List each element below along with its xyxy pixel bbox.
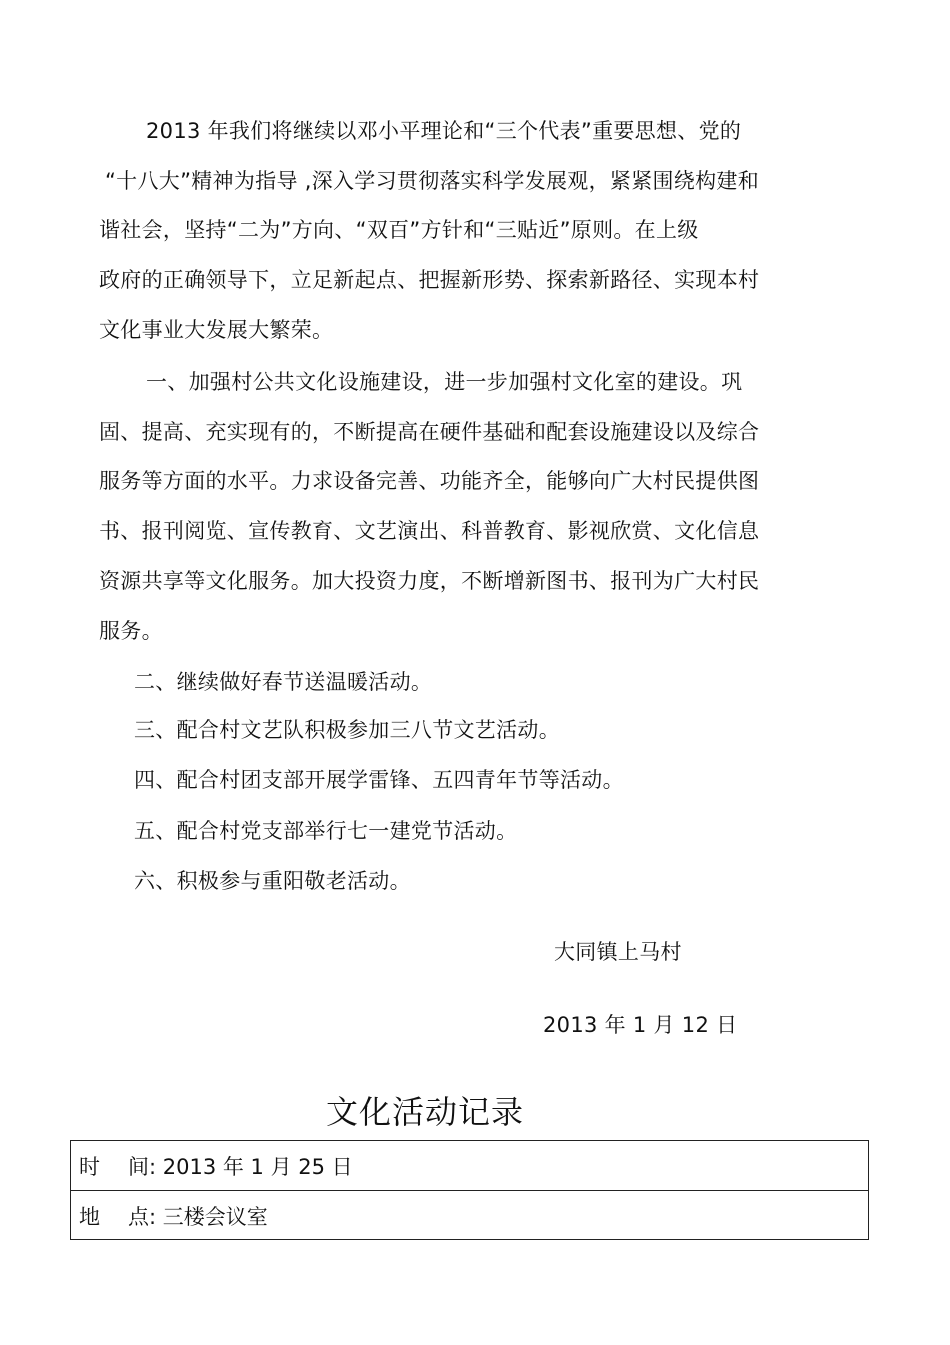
item1-line-6: 服务。 [99, 619, 163, 643]
item-3: 三、配合村文艺队积极参加三八节文艺活动。 [134, 718, 560, 742]
record-row-place [71, 1191, 868, 1241]
record-place-label: 地点 [79, 1205, 177, 1229]
record-place-cell [79, 1203, 268, 1231]
record-row-time [71, 1141, 868, 1191]
record-table [70, 1140, 869, 1240]
item-5: 五、配合村党支部举行七一建党节活动。 [134, 819, 518, 843]
intro-line-2: “十八大”精神为指导 ,深入学习贯彻落实科学发展观，紧紧围绕构建和 [105, 169, 760, 193]
intro-line-5: 文化事业大发展大繁荣。 [99, 318, 334, 342]
item1-line-3: 服务等方面的水平。力求设备完善、功能齐全，能够向广大村民提供图 [99, 469, 760, 493]
signature-organization: 大同镇上马村 [554, 940, 682, 964]
item1-line-2: 固、提高、充实现有的，不断提高在硬件基础和配套设施建设以及综合 [99, 420, 760, 444]
item1-line-4: 书、报刊阅览、宣传教育、文艺演出、科普教育、影视欣赏、文化信息 [99, 519, 760, 543]
item1-line-1: 一、加强村公共文化设施建设，进一步加强村文化室的建设。巩 [146, 370, 743, 394]
item-2: 二、继续做好春节送温暖活动。 [134, 670, 433, 694]
item-4: 四、配合村团支部开展学雷锋、五四青年节等活动。 [134, 768, 624, 792]
signature-date: 2013 年 1 月 12 日 [543, 1013, 738, 1037]
intro-line-3: 谐社会，坚持“二为”方向、“双百”方针和“三贴近”原则。在上级 [99, 218, 699, 242]
item-6: 六、积极参与重阳敬老活动。 [134, 869, 411, 893]
record-time-cell [79, 1153, 353, 1181]
record-time-value: : 2013 年 1 月 25 日 [149, 1155, 353, 1179]
item1-line-5: 资源共享等文化服务。加大投资力度，不断增新图书、报刊为广大村民 [99, 569, 760, 593]
intro-line-1: 2013 年我们将继续以邓小平理论和“三个代表”重要思想、党的 [146, 119, 742, 143]
record-time-label: 时间 [79, 1155, 177, 1179]
record-title: 文化活动记录 [325, 1093, 524, 1131]
intro-line-4: 政府的正确领导下，立足新起点、把握新形势、探索新路径、实现本村 [99, 268, 760, 292]
record-place-value: : 三楼会议室 [149, 1205, 268, 1229]
